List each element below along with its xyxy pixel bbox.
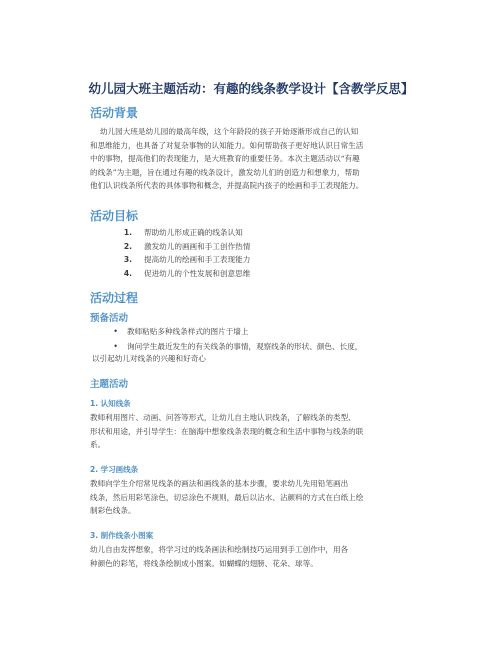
heading-prep: 预备活动: [90, 313, 129, 324]
bullet-text: 询问学生最近发生的有关线条的事情，观察线条的形状、颜色、长度，: [127, 342, 363, 351]
heading-process: 活动过程: [90, 291, 139, 305]
section-3-paragraph: [90, 543, 420, 570]
paragraph-line: 幼儿园大班是幼儿园的最高年级，这个年龄段的孩子开始逐渐形成自己的认知: [100, 127, 359, 136]
bullet-text: 以引起幼儿对线条的兴趣和好奇心: [92, 354, 206, 363]
paragraph-line: 教师向学生介绍常见线条的画法和画线条的基本步骤，要求幼儿先用铅笔画出: [90, 479, 349, 488]
paragraph-line: 幼儿自由发挥想象，将学习过的线条画法和绘制技巧运用到手工创作中，用各: [90, 545, 349, 554]
heading-main-activity: 主题活动: [90, 379, 129, 390]
heading-section-2: 2. 学习画线条: [90, 465, 139, 474]
section-1-paragraph: [90, 411, 420, 452]
bullet-item: [90, 325, 249, 339]
bullet-continuation: [92, 352, 206, 366]
paragraph-line: 和思维能力，也具备了对复杂事物的认知能力。如何帮助孩子更好地认识日常生活: [90, 140, 364, 150]
background-paragraph: [90, 125, 420, 193]
list-item: [90, 226, 250, 240]
list-item: [90, 240, 250, 254]
list-number: 2.: [123, 241, 132, 251]
document-title: 幼儿园大班主题活动：有趣的线条教学设计【含教学反思】: [88, 81, 414, 96]
paragraph-line: 他们认识线条所代表的具体事物和概念，并提高院内孩子的绘画和手工表现能力。: [90, 181, 364, 190]
list-number: 3.: [123, 255, 132, 264]
bullet-icon: •: [113, 327, 118, 336]
list-item-text: 提高幼儿的绘画和手工表现能力: [144, 255, 251, 264]
paragraph-line: 中的事物，提高他们的表现能力，是大班教育的重要任务。本次主题活动以“有趣: [90, 154, 360, 163]
bullet-text: 教师粘贴多种线条样式的图片于墙上: [127, 327, 249, 336]
heading-section-3: 3. 制作线条小图案: [90, 531, 154, 540]
list-number: 1.: [123, 228, 132, 237]
list-item: [90, 267, 250, 281]
paragraph-line: 线条，然后用彩笔涂色，切忌涂色不规则，最后以沾水、沾颜料的方式在白纸上绘: [90, 492, 364, 502]
paragraph-line: 的线条”为主题，旨在通过有趣的线条设计，激发幼儿们的创造力和想象力，帮助: [90, 167, 360, 177]
paragraph-line: 制彩色线条。: [90, 506, 136, 515]
heading-goals: 活动目标: [90, 209, 139, 223]
heading-section-1: 1. 认知线条: [90, 399, 131, 408]
paragraph-line: 形状和用途，并引导学生：在脑海中想象线条表现的概念和生活中事物与线条的联: [90, 426, 364, 436]
list-item-text: 促进幼儿的个性发展和创意思维: [144, 268, 251, 278]
paragraph-line: 教师利用图片、动画、问答等形式，让幼儿自主地认识线条，了解线条的类型、: [90, 413, 356, 422]
list-item: [90, 253, 250, 267]
goals-list: [90, 226, 250, 280]
paragraph-line: 系。: [90, 440, 106, 449]
section-2-paragraph: [90, 477, 420, 518]
bullet-icon: •: [113, 342, 118, 351]
paragraph-line: 种颜色的彩笔，将线条绘制成小图案。如蝴蝶的翅膀、花朵、球等。: [90, 558, 318, 568]
list-number: 4.: [123, 268, 132, 278]
list-item-text: 帮助幼儿形成正确的线条认知: [144, 228, 243, 237]
heading-background: 活动背景: [90, 106, 139, 120]
list-item-text: 激发幼儿的画画和手工创作热情: [144, 241, 251, 251]
